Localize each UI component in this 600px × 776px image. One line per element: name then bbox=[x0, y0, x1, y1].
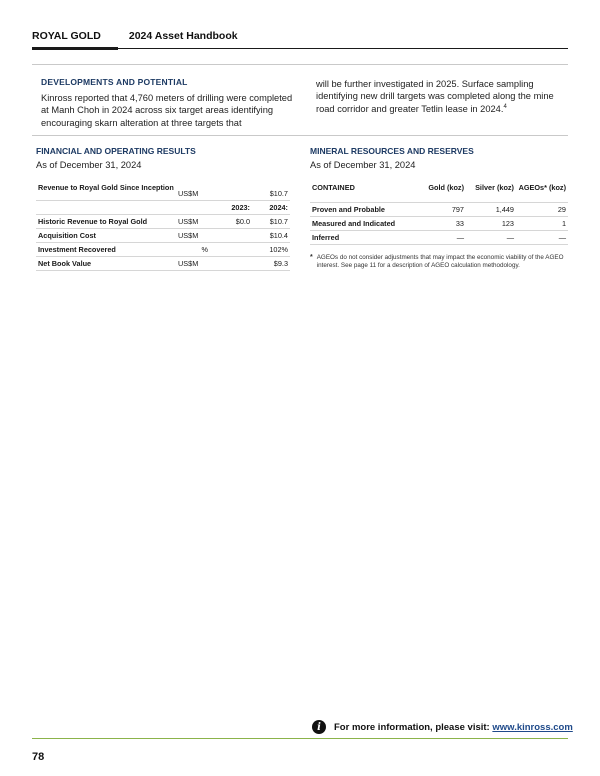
row-label: Historic Revenue to Royal Gold bbox=[38, 216, 148, 226]
footnote-mark: * bbox=[310, 254, 313, 261]
row-gold: 797 bbox=[451, 204, 464, 214]
row-label bbox=[36, 200, 176, 214]
row-unit: US$M bbox=[178, 188, 199, 198]
row-unit: US$M bbox=[178, 216, 199, 226]
company-name: ROYAL GOLD bbox=[32, 30, 101, 42]
row-label: Acquisition Cost bbox=[38, 230, 96, 240]
row-label: Inferred bbox=[312, 232, 340, 242]
row-2023 bbox=[216, 242, 252, 256]
header-ageo: AGEOs* (koz) bbox=[518, 183, 566, 193]
row-2023 bbox=[216, 228, 252, 242]
table-row bbox=[36, 176, 290, 200]
header-gold: Gold (koz) bbox=[428, 183, 464, 193]
footnote-text: AGEOs do not consider adjustments that may impact the economic viability of the AGEO interest. See page 11 for a description of AGEO calculation methodology. bbox=[316, 254, 564, 270]
financial-asof: As of December 31, 2024 bbox=[36, 160, 142, 170]
mineral-footnote bbox=[310, 254, 568, 270]
row-2024: 2024: bbox=[269, 202, 288, 212]
row-2023 bbox=[216, 256, 252, 270]
row-2024: $10.7 bbox=[269, 216, 288, 226]
row-ageo: 29 bbox=[557, 204, 566, 214]
row-ageo: 1 bbox=[561, 218, 566, 228]
footer-rule bbox=[32, 738, 568, 739]
financial-table bbox=[36, 176, 290, 271]
more-info bbox=[312, 720, 573, 734]
row-unit bbox=[176, 200, 216, 214]
table-row bbox=[310, 216, 568, 230]
more-info-text bbox=[334, 722, 573, 733]
row-2024: $9.3 bbox=[273, 258, 288, 268]
developments-column-1: Kinross reported that 4,760 meters of drilling were completed at Manh Choh in 2024 across six target areas identifying encouraging skarn alteration at three targets that bbox=[41, 93, 293, 128]
row-2023: $0.0 bbox=[235, 216, 250, 226]
financial-title: FINANCIAL AND OPERATING RESULTS bbox=[36, 146, 196, 156]
row-label: Net Book Value bbox=[38, 258, 92, 268]
row-2023: 2023: bbox=[231, 202, 250, 212]
developments-title: DEVELOPMENTS AND POTENTIAL bbox=[41, 77, 188, 87]
table-row bbox=[36, 256, 290, 270]
page-header bbox=[32, 30, 238, 42]
info-icon: i bbox=[312, 720, 326, 734]
row-label: Proven and Probable bbox=[312, 204, 385, 214]
table-row bbox=[310, 230, 568, 244]
row-unit: US$M bbox=[178, 230, 199, 240]
table-row bbox=[36, 214, 290, 228]
row-2024: $10.4 bbox=[269, 230, 288, 240]
row-label: Revenue to Royal Gold Since Inception bbox=[38, 182, 174, 192]
row-2023 bbox=[216, 176, 252, 200]
row-label: Measured and Indicated bbox=[312, 218, 396, 228]
row-unit: US$M bbox=[178, 258, 199, 268]
mineral-title: MINERAL RESOURCES AND RESERVES bbox=[310, 146, 474, 156]
row-silver: — bbox=[506, 232, 514, 242]
table-row bbox=[36, 228, 290, 242]
kinross-link[interactable]: www.kinross.com bbox=[492, 721, 573, 733]
developments-column-2-text: will be further investigated in 2025. Surface sampling identifying new drill targets was completed along the mine road corridor and greater Tetlin lease in 2024. bbox=[316, 79, 554, 114]
header-silver: Silver (koz) bbox=[475, 183, 514, 193]
developments-box bbox=[32, 64, 568, 136]
mineral-table bbox=[310, 174, 568, 245]
table-header-row bbox=[310, 174, 568, 202]
row-ageo: — bbox=[558, 232, 566, 242]
document-title: 2024 Asset Handbook bbox=[128, 30, 238, 42]
row-gold: — bbox=[456, 232, 464, 242]
footnote-ref: 4 bbox=[503, 103, 507, 110]
header-rule-accent bbox=[32, 47, 118, 50]
table-row bbox=[310, 202, 568, 216]
more-info-prefix: For more information, please visit: bbox=[334, 721, 493, 733]
row-2024: $10.7 bbox=[269, 188, 288, 198]
table-row bbox=[36, 200, 290, 214]
mineral-asof: As of December 31, 2024 bbox=[310, 160, 416, 170]
developments-column-2 bbox=[316, 78, 568, 115]
header-contained: CONTAINED bbox=[312, 183, 355, 193]
table-row bbox=[36, 242, 290, 256]
row-gold: 33 bbox=[455, 218, 464, 228]
row-unit: % bbox=[201, 244, 208, 254]
row-label: Investment Recovered bbox=[38, 244, 116, 254]
row-silver: 1,449 bbox=[495, 204, 514, 214]
page-number: 78 bbox=[32, 751, 45, 763]
row-silver: 123 bbox=[501, 218, 514, 228]
row-2024: 102% bbox=[269, 244, 288, 254]
